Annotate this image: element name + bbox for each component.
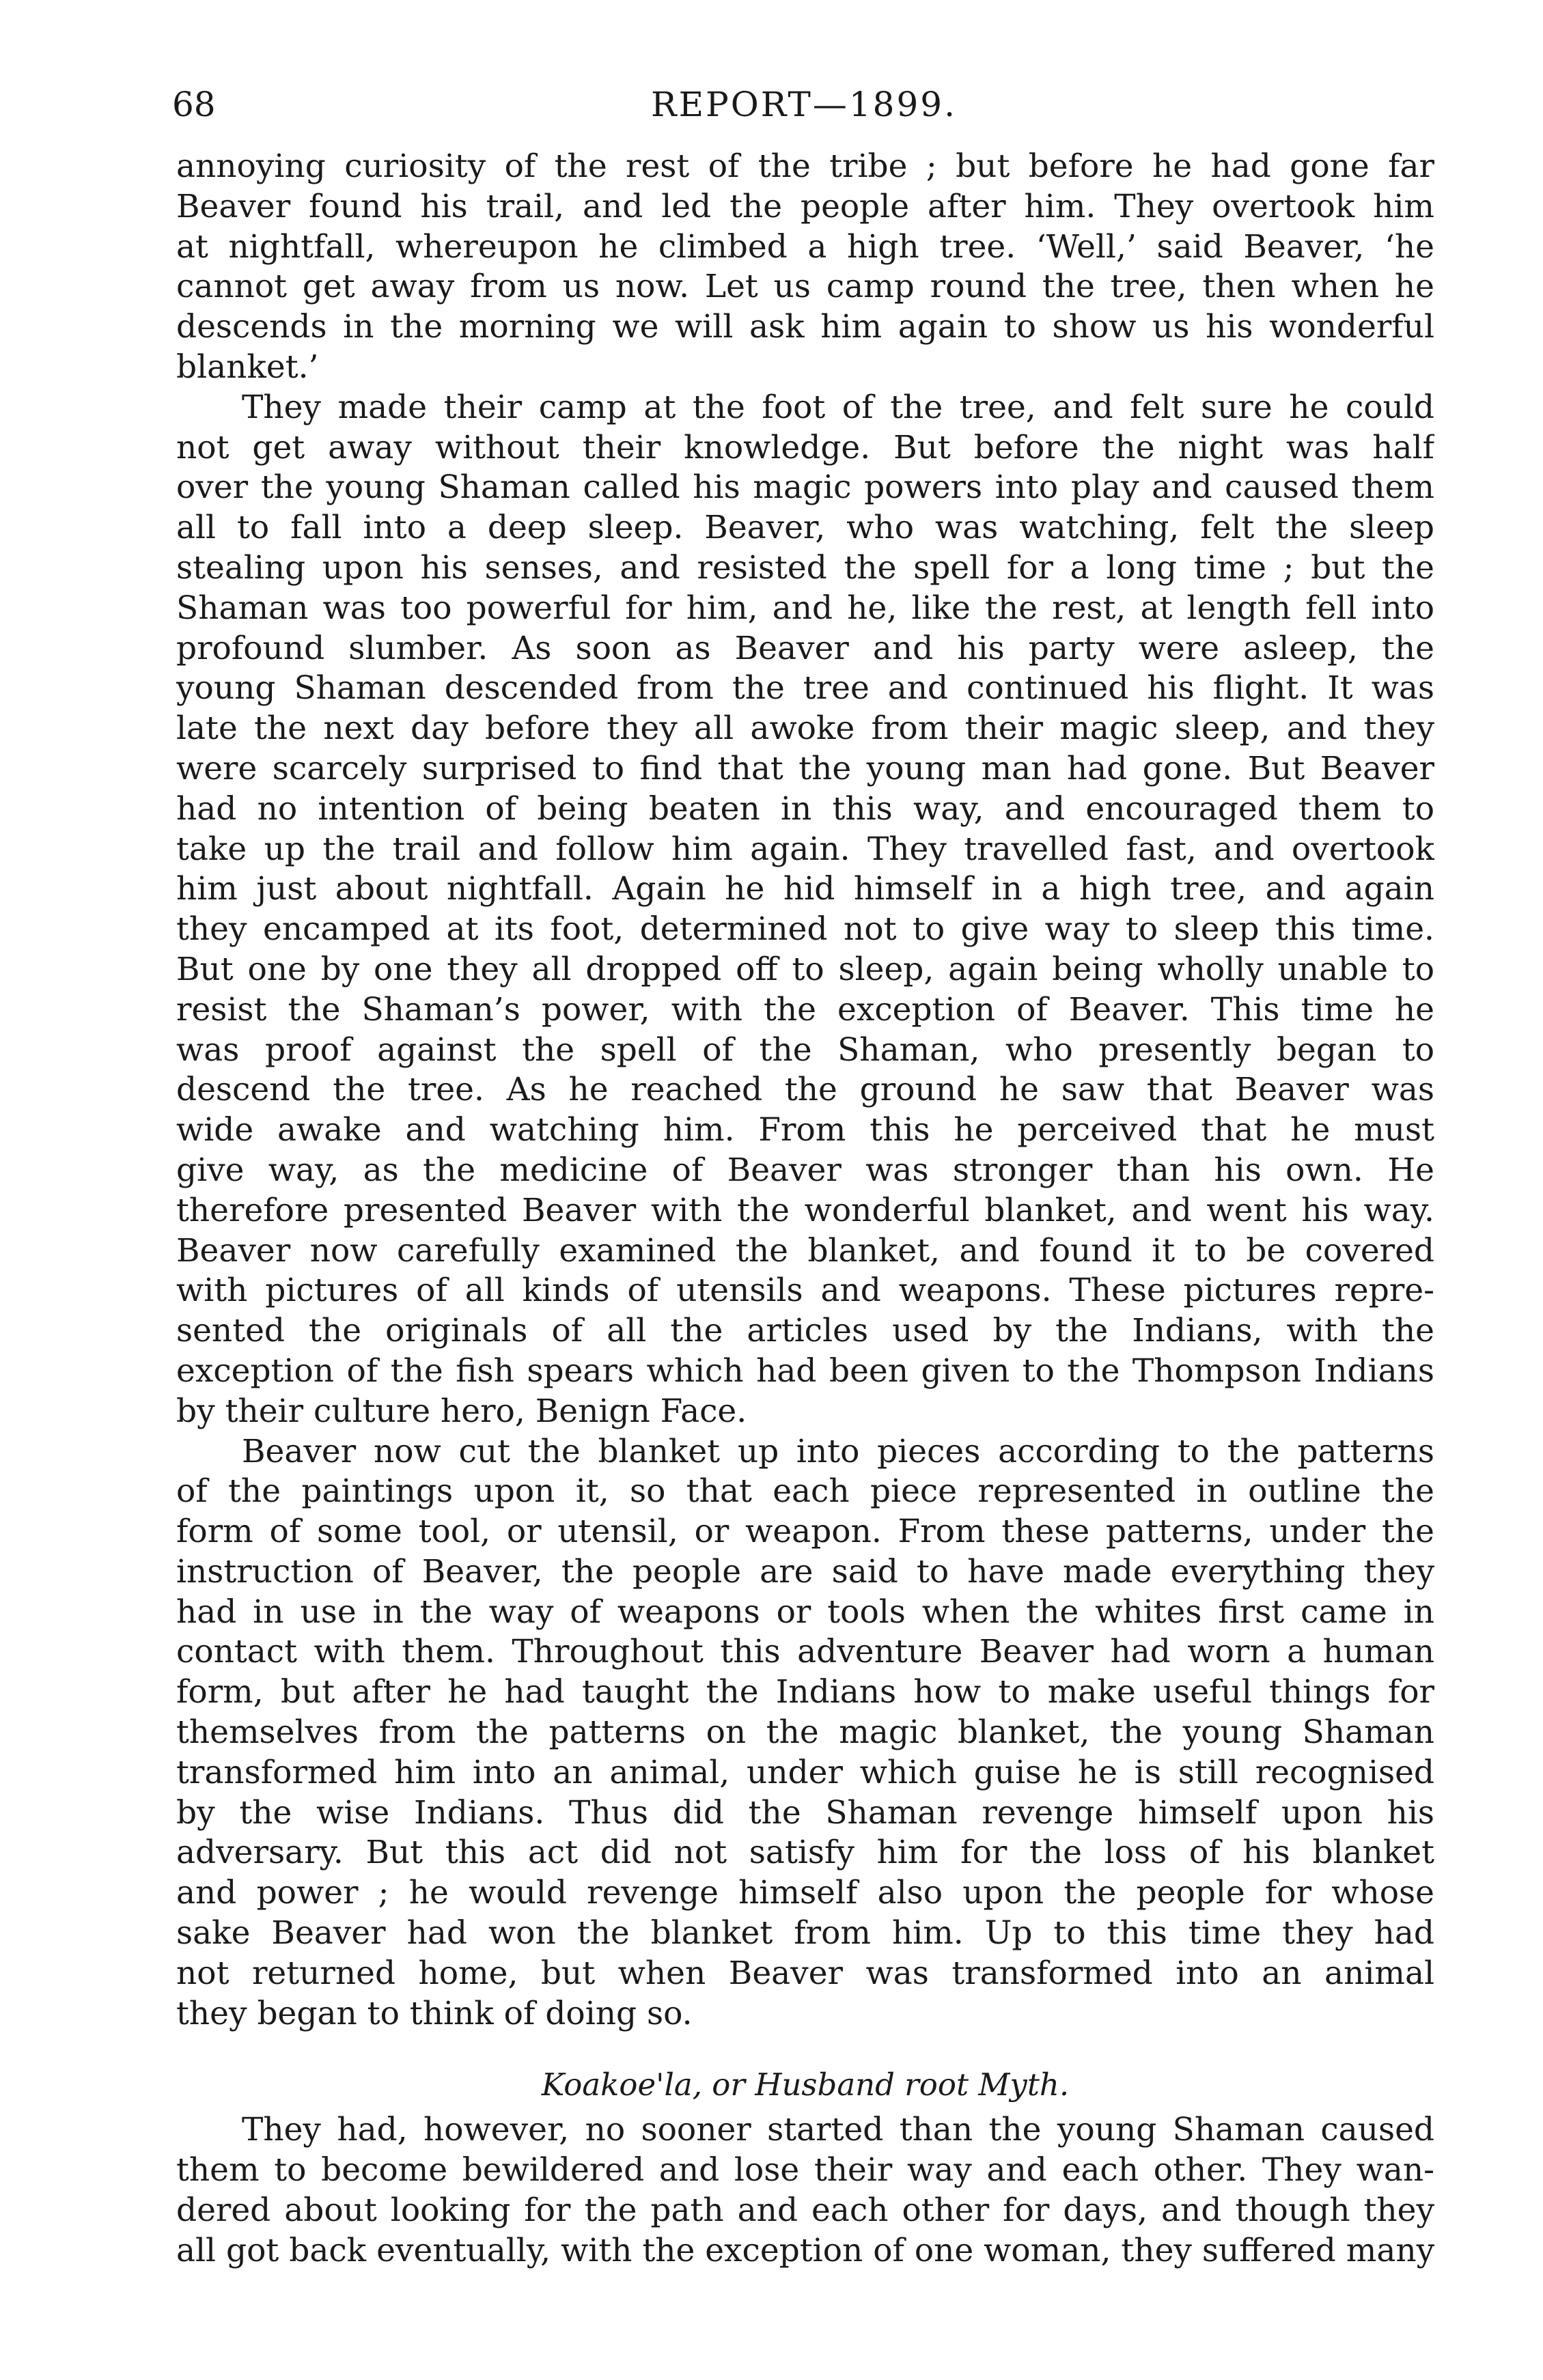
text-line: profound slumber. As soon as Beaver and his party were asleep, the — [176, 629, 1434, 667]
text-line: at nightfall, whereupon he climbed a high tree. ‘Well,’ said Beaver, ‘he — [176, 227, 1434, 266]
text-line: annoying curiosity of the rest of the tribe ; but before he had gone far — [176, 148, 1434, 185]
body-text — [176, 147, 1434, 2271]
text-line: had no intention of being beaten in this way, and encouraged them to — [176, 789, 1434, 828]
text-line: they began to think of doing so. — [176, 1994, 693, 2032]
text-line: Beaver found his trail, and led the people after him. They overtook him — [176, 187, 1434, 225]
text-line: cannot get away from us now. Let us camp round the tree, then when he — [176, 268, 1434, 306]
text-line: give way, as the medicine of Beaver was stronger than his own. He — [176, 1151, 1434, 1189]
section-title: Koakoe'la, or Husband root Myth. — [541, 2067, 1070, 2103]
text-line: not get away without their knowledge. But before the night was half — [176, 428, 1434, 466]
text-line: wide awake and watching him. From this he perceived that he must — [176, 1111, 1434, 1149]
text-line: him just about nightfall. Again he hid himself in a high tree, and again — [176, 870, 1434, 908]
text-line: and power ; he would revenge himself also upon the people for whose — [176, 1874, 1434, 1912]
paragraph — [176, 388, 1434, 1432]
text-line: They made their camp at the foot of the tree, and felt sure he could — [242, 388, 1434, 426]
text-line: dered about looking for the path and each other for days, and though they — [176, 2192, 1434, 2230]
text-line: all got back eventually, with the exception of one woman, they suffered many — [176, 2231, 1434, 2269]
page-number: 68 — [172, 85, 216, 124]
text-line: sake Beaver had won the blanket from him. Up to this time they had — [176, 1914, 1434, 1952]
text-line: they encamped at its foot, determined not to give way to sleep this time. — [176, 910, 1434, 949]
text-line: exception of the fish spears which had been given to the Thompson Indians — [176, 1352, 1434, 1390]
text-line: were scarcely surprised to find that the young man had gone. But Beaver — [176, 749, 1434, 787]
text-line: transformed him into an animal, under which guise he is still recognised — [176, 1753, 1434, 1791]
text-line: form, but after he had taught the Indians how to make useful things for — [176, 1673, 1434, 1711]
text-line: of the paintings upon it, so that each piece represented in outline the — [176, 1472, 1434, 1511]
text-line: But one by one they all dropped off to sleep, again being wholly unable to — [176, 950, 1434, 988]
text-line: take up the trail and follow him again. They travelled fast, and overtook — [176, 830, 1434, 868]
text-line: They had, however, no sooner started than the young Shaman caused — [242, 2111, 1434, 2149]
text-line: blanket.’ — [176, 348, 319, 386]
text-line: therefore presented Beaver with the wonderful blanket, and went his way. — [176, 1191, 1434, 1229]
paragraph — [176, 1432, 1434, 2034]
text-line: resist the Shaman’s power, with the exception of Beaver. This time he — [176, 990, 1434, 1028]
paragraph — [176, 147, 1434, 388]
text-line: Shaman was too powerful for him, and he, like the rest, at length fell into — [176, 589, 1434, 627]
text-line: by their culture hero, Benign Face. — [176, 1392, 747, 1430]
text-line: instruction of Beaver, the people are said to have made everything they — [176, 1552, 1434, 1591]
text-line: was proof against the spell of the Shaman, who presently began to — [176, 1031, 1434, 1069]
text-line: them to become bewildered and lose their way and each other. They wan- — [176, 2151, 1434, 2189]
text-line: with pictures of all kinds of utensils and weapons. These pictures repre- — [176, 1272, 1434, 1310]
text-line: descends in the morning we will ask him again to show us his wonderful — [176, 308, 1434, 346]
text-line: contact with them. Throughout this adventure Beaver had worn a human — [176, 1633, 1434, 1671]
paragraph — [176, 2110, 1434, 2271]
text-line: form of some tool, or utensil, or weapon. From these patterns, under the — [176, 1513, 1434, 1551]
text-line: sented the originals of all the articles used by the Indians, with the — [176, 1312, 1434, 1350]
text-line: had in use in the way of weapons or tools when the whites first came in — [176, 1593, 1434, 1631]
text-line: Beaver now carefully examined the blanket, and found it to be covered — [176, 1231, 1434, 1270]
text-line: late the next day before they all awoke from their magic sleep, and they — [176, 710, 1434, 748]
text-line: adversary. But this act did not satisfy him for the loss of his blanket — [176, 1834, 1434, 1872]
text-line: Beaver now cut the blanket up into pieces according to the patterns — [242, 1432, 1434, 1470]
text-line: descend the tree. As he reached the ground he saw that Beaver was — [176, 1071, 1434, 1109]
text-line: all to fall into a deep sleep. Beaver, who was watching, felt the sleep — [176, 509, 1434, 547]
text-line: by the wise Indians. Thus did the Shaman revenge himself upon his — [176, 1793, 1434, 1832]
text-line: stealing upon his senses, and resisted the spell for a long time ; but the — [176, 548, 1434, 587]
text-line: not returned home, but when Beaver was transformed into an animal — [176, 1954, 1434, 1992]
text-line: over the young Shaman called his magic powers into play and caused them — [176, 468, 1434, 507]
text-line: young Shaman descended from the tree and continued his flight. It was — [176, 669, 1434, 708]
page-header — [172, 74, 1436, 135]
running-title: REPORT—1899. — [650, 85, 958, 124]
text-line: themselves from the patterns on the magic blanket, the young Shaman — [176, 1713, 1434, 1752]
